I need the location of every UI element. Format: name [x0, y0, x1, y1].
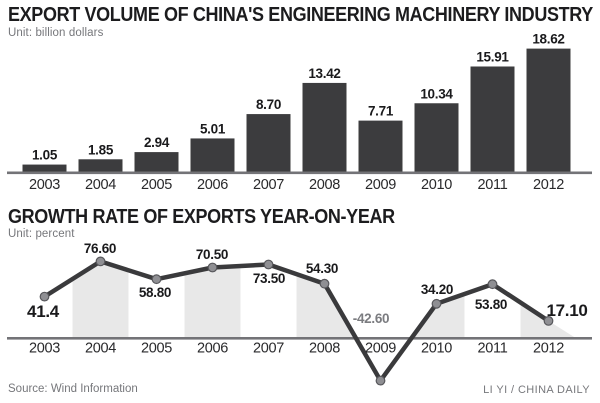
bar-chart-unit-label: Unit: billion dollars	[8, 27, 104, 39]
data-point-2010	[432, 300, 441, 309]
line-x-axis-label: 2004	[84, 340, 117, 357]
bar-2006	[191, 138, 235, 171]
line-x-axis-label: 2003	[28, 340, 61, 357]
line-x-axis-label: 2012	[532, 340, 565, 357]
bar-value-label: 18.62	[532, 31, 565, 47]
credit-label: LI YI / CHINA DAILY	[483, 384, 590, 396]
bar-x-axis	[7, 172, 592, 175]
point-value-label: 41.4	[27, 302, 59, 321]
line-chart-unit-label: Unit: percent	[8, 228, 75, 240]
bar-2012	[527, 49, 571, 172]
line-chart-title: GROWTH RATE OF EXPORTS YEAR-ON-YEAR	[8, 206, 395, 228]
data-point-2011	[488, 280, 497, 289]
line-x-axis	[7, 337, 592, 340]
bar-x-axis-label: 2006	[196, 177, 229, 193]
line-x-axis-label: 2011	[477, 340, 508, 357]
point-value-label: 76.60	[83, 241, 117, 256]
bar-2005	[135, 152, 179, 171]
point-value-label: 54.30	[305, 261, 339, 276]
bar-x-axis-label: 2010	[420, 177, 453, 193]
data-point-2007	[264, 260, 273, 269]
data-point-2009	[376, 376, 385, 385]
point-value-label: 70.50	[195, 247, 229, 262]
bar-value-label: 2.94	[143, 135, 170, 151]
bar-x-axis-label: 2007	[252, 177, 285, 193]
data-point-2006	[208, 263, 217, 272]
point-value-label: -42.60	[352, 311, 390, 326]
bar-2008	[303, 83, 347, 172]
bar-x-axis-label: 2003	[28, 177, 61, 193]
point-value-label: 17.10	[546, 301, 588, 320]
data-point-2004	[96, 257, 105, 266]
line-x-axis-label: 2010	[420, 340, 453, 357]
bar-2009	[359, 121, 403, 172]
bar-x-axis-label: 2011	[477, 177, 508, 193]
data-point-2003	[40, 292, 49, 301]
point-value-label: 73.50	[252, 271, 286, 286]
bar-chart-title: EXPORT VOLUME OF CHINA'S ENGINEERING MACHINERY INDUSTRY	[8, 4, 593, 26]
point-value-label: 53.80	[474, 297, 508, 312]
line-x-axis-label: 2009	[364, 340, 397, 357]
bar-value-label: 15.91	[476, 49, 509, 65]
line-x-axis-label: 2005	[140, 340, 173, 357]
line-x-axis-label: 2007	[252, 340, 285, 357]
bar-2010	[415, 103, 459, 171]
bar-2011	[471, 66, 515, 171]
bar-x-axis-label: 2004	[84, 177, 117, 193]
bar-x-axis-label: 2005	[140, 177, 173, 193]
bar-value-label: 13.42	[308, 65, 341, 81]
source-label: Source: Wind Information	[8, 383, 138, 395]
bar-value-label: 5.01	[199, 121, 226, 137]
bar-x-axis-label: 2012	[532, 177, 565, 193]
point-value-label: 34.20	[420, 282, 454, 297]
bar-2007	[247, 114, 291, 171]
line-chart	[7, 238, 592, 385]
bar-value-label: 10.34	[420, 86, 453, 102]
bar-value-label: 8.70	[255, 97, 282, 113]
data-point-2005	[152, 275, 161, 284]
bar-value-label: 7.71	[367, 103, 394, 119]
bar-2004	[79, 159, 123, 171]
line-x-axis-label: 2006	[196, 340, 229, 357]
bar-x-axis-label: 2009	[364, 177, 397, 193]
data-point-2008	[320, 279, 329, 288]
point-value-label: 58.80	[138, 285, 172, 300]
bar-chart	[7, 32, 592, 193]
bar-x-axis-label: 2008	[308, 177, 341, 193]
bar-2003	[23, 165, 67, 172]
bar-value-label: 1.05	[31, 147, 58, 163]
line-x-axis-label: 2008	[308, 340, 341, 357]
bar-value-label: 1.85	[87, 142, 114, 158]
